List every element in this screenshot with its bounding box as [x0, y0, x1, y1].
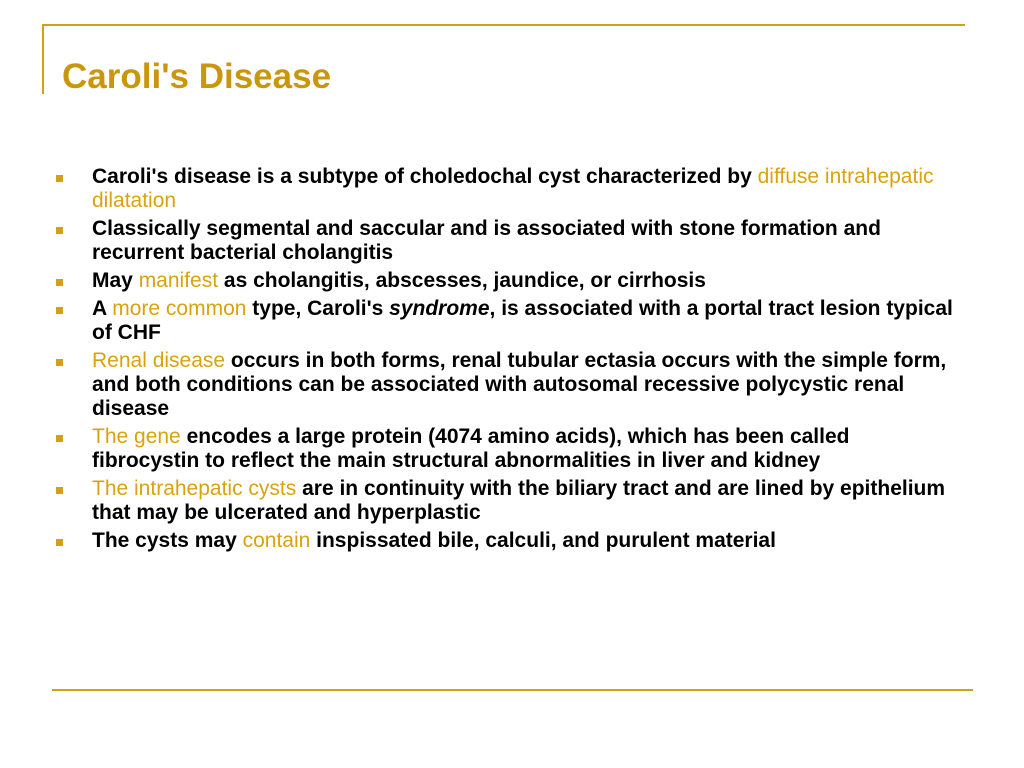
highlighted-text: The gene	[92, 425, 181, 448]
highlighted-text: more common	[112, 297, 247, 320]
bullet-text: Caroli's disease is a subtype of choledochal cyst characterized by	[92, 165, 758, 188]
bullet-text: encodes a large protein (4074 amino acids), which has been called fibrocystin to reflect the main structural abnormalities in liver and kidney	[92, 425, 850, 472]
bullet-text: occurs in both forms, renal tubular ectasia occurs with the simple form, and both conditions can be associated with autosomal recessive polycystic renal disease	[92, 349, 947, 420]
bullet-item	[55, 529, 960, 553]
bullet-text: as cholangitis, abscesses, jaundice, or cirrhosis	[218, 269, 706, 292]
bullet-text: syndrome	[389, 297, 490, 320]
frame-top-line	[42, 24, 965, 26]
bullet-item	[55, 349, 960, 421]
bullet-item	[55, 425, 960, 473]
square-bullet-icon	[56, 227, 63, 234]
highlighted-text: Renal disease	[92, 349, 226, 372]
frame-left-line	[42, 24, 44, 94]
square-bullet-icon	[56, 487, 63, 494]
slide-title: Caroli's Disease	[62, 57, 332, 96]
highlighted-text: diffuse intrahepatic dilatation	[92, 165, 934, 212]
frame-bottom-line	[52, 689, 973, 691]
bullet-item	[55, 477, 960, 525]
bullet-list	[55, 165, 960, 557]
highlighted-text: manifest	[138, 269, 219, 292]
square-bullet-icon	[56, 539, 63, 546]
highlighted-text: The intrahepatic cysts	[92, 477, 297, 500]
bullet-text: , is associated with a portal tract lesion typical of CHF	[92, 297, 953, 344]
bullet-text: type, Caroli's	[246, 297, 390, 320]
bullet-text: are in continuity with the biliary tract and are lined by epithelium that may be ulcerated and hyperplastic	[92, 477, 946, 524]
bullet-item	[55, 269, 960, 293]
square-bullet-icon	[56, 175, 63, 182]
bullet-item	[55, 165, 960, 213]
bullet-text: A	[92, 297, 113, 320]
highlighted-text: contain	[242, 529, 311, 552]
bullet-text: Classically segmental and saccular and is associated with stone formation and recurrent bacterial cholangitis	[92, 217, 881, 264]
bullet-text: inspissated bile, calculi, and purulent material	[310, 529, 776, 552]
square-bullet-icon	[56, 279, 63, 286]
bullet-item	[55, 297, 960, 345]
bullet-text: The cysts may	[92, 529, 243, 552]
bullet-text: May	[92, 269, 139, 292]
square-bullet-icon	[56, 359, 63, 366]
square-bullet-icon	[56, 307, 63, 314]
square-bullet-icon	[56, 435, 63, 442]
bullet-item	[55, 217, 960, 265]
